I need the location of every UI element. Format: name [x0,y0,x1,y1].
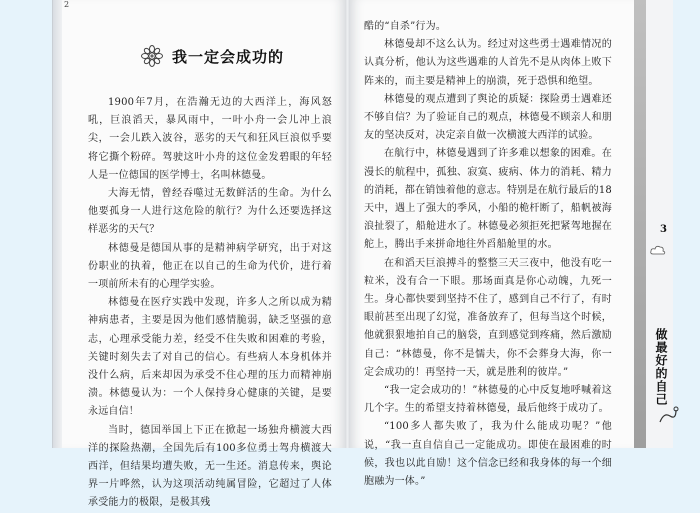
paragraph: 林德曼的观点遭到了舆论的质疑：探险勇士遇难还不够自信？为了验证自己的观点，林德曼不顾亲人和朋友的坚决反对，决定亲自做一次横渡大西洋的试验。 [364,93,612,142]
right-page-edge [634,0,646,448]
chapter-title: 我一定会成功的 [172,47,285,66]
paragraph: 1900年7月，在浩瀚无边的大西洋上，海风怒吼，巨浪滔天，暴风雨中，一叶小舟一会儿冲上浪尖，一会儿跌入波谷，恶劣的天气和狂风巨浪似乎要将它撕个粉碎。驾驶这叶小舟的这位金发碧眼的年轻人是一位德国的医学博士，名叫林德曼。 [88,97,332,181]
right-page-body [364,18,612,491]
chapter-heading [140,44,284,68]
paragraph: “100多人都失败了，我为什么能成功呢？”他说，“我一直自信自己一定能成功。即使在最困难的时候，我也以此自励！这个信念已经和我身体的每一个细胞融为一体。” [364,421,612,488]
paragraph: 当时，德国举国上下正在掀起一场独舟横渡大西洋的探险热潮，全国先后有100多位勇士驾舟横渡大西洋，但结果均遭失败，无一生还。消息传来，舆论界一片哗然，认为这项活动纯属冒险，它超过了人体承受能力的极限，是极其残 [88,424,332,509]
paragraph: 林德曼是德国从事的是精神病学研究，出于对这份职业的执着，他正在以自己的生命为代价，进行着一项前所未有的心理学实验。 [88,242,332,291]
paragraph: 在航行中，林德曼遇到了许多难以想象的困难。在漫长的航程中，孤独、寂寞、疲病、体力的消耗、精力的消耗，都在销蚀着他的意志。特别是在航行最后的18天中，遇上了强大的季风，小船的桅杆断了，船帆被海浪扯裂了，船舱进水了。林德曼必须拒死把紧驾地握在舵上，腾出手来拼命地往外舀船舱里的水。 [364,148,612,251]
cloud-icon [650,244,666,256]
paragraph: 酷的“自杀”行为。 [364,21,447,32]
paragraph: 林德曼在医疗实践中发现，许多人之所以成为精神病患者，主要是因为他们感情脆弱，缺乏坚强的意志，心理承受能力差，经受不住失败和困难的考验，关键时刻失去了对自己的信心。有些病人本身机体并没什么病，后来却因为承受不住心理的压力而精神崩溃。林德曼认为：一个人保持身心健康的关键，是要永远自信！ [88,297,332,418]
right-page-number: 3 [660,224,667,235]
side-slogan: 做最好的自己 [654,328,668,406]
paragraph: 林德曼却不这么认为。经过对这些勇士遇难情况的认真分析，他认为这些遇难的人首先不是从肉体上败下阵来的，而主要是精神上的崩溃，死于恐惧和绝望。 [364,39,612,87]
left-page-body [88,94,332,513]
left-page-number: 2 [64,0,70,9]
paragraph: 大海无情，曾经吞噬过无数鲜活的生命。为什么他要孤身一人进行这危险的航行？为什么还要选择这样恶劣的天气？ [88,188,332,236]
doodle-icon [656,402,680,426]
paragraph: 在和滔天巨浪搏斗的整整三天三夜中，他没有吃一粒米，没有合一下眼。那场面真是你心动魄，九死一生。身心都快要到坚持不住了，感到自己不行了，有时眼前甚至出现了幻觉，准备放弃了，但每当这个时候，他就狠狠地拍自己的脑袋，直到感觉到疼痛，然后激励自己：“林德曼，你不是懦夫，你不会葬身大海，你一定会成功的！再坚持一天，就是胜利的彼岸。” [364,257,612,378]
flower-icon [140,44,164,68]
paragraph: “我一定会成功的！”林德曼的心中反复地呼喊着这几个字。生的希望支持着林德曼，最后他终于成功了。 [364,385,612,415]
